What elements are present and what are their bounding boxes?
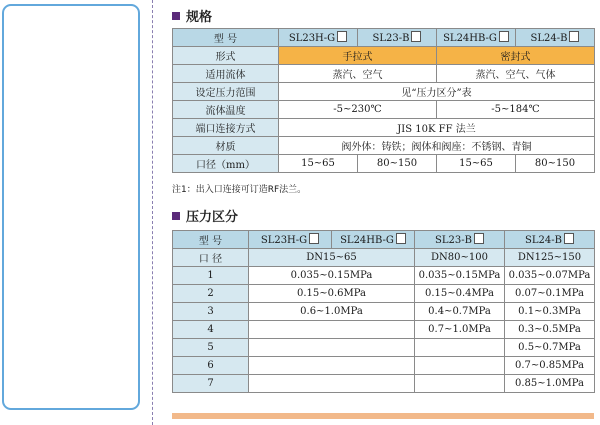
table-cell: [249, 357, 415, 375]
divider-line: [152, 0, 153, 425]
table-cell: 蒸汽、空气: [279, 65, 437, 83]
row-label: 口径（mm）: [173, 155, 279, 173]
checkbox-icon: [411, 31, 421, 42]
sidebar-frame: [2, 4, 140, 410]
model-cell: [279, 29, 358, 47]
table-row: [173, 375, 595, 393]
row-label: 口 径: [173, 249, 249, 267]
table-cell: 蒸汽、空气、气体: [437, 65, 595, 83]
checkbox-icon: [396, 233, 406, 244]
bullet-square-icon: [172, 12, 180, 20]
row-label: 6: [173, 357, 249, 375]
model-name: SL24HB-G: [340, 235, 394, 246]
model-cell: [415, 231, 505, 249]
pressure-section-title: [172, 206, 238, 225]
table-cell: [415, 375, 505, 393]
table-row: [173, 155, 595, 173]
table-row: [173, 65, 595, 83]
table-cell: -5~184℃: [437, 101, 595, 119]
row-label: 流体温度: [173, 101, 279, 119]
table-row: [173, 357, 595, 375]
spec-section-title: [172, 6, 212, 25]
table-cell: 0.15~0.4MPa: [415, 285, 505, 303]
spec-note: 注1：出入口连接可订造RF法兰。: [172, 185, 307, 195]
table-row: [173, 83, 595, 101]
table-cell: 手拉式: [279, 47, 437, 65]
table-row: [173, 339, 595, 357]
table-row: [173, 249, 595, 267]
table-cell: 0.3~0.5MPa: [505, 321, 595, 339]
row-label: 设定压力范围: [173, 83, 279, 101]
model-cell: [249, 231, 332, 249]
table-cell: 0.035~0.15MPa: [415, 267, 505, 285]
row-label: 3: [173, 303, 249, 321]
table-row: [173, 137, 595, 155]
table-cell: JIS 10K FF 法兰: [279, 119, 595, 137]
pressure-table: [172, 230, 595, 393]
model-name: SL24HB-G: [443, 33, 497, 44]
model-cell: [516, 29, 595, 47]
model-cell: [437, 29, 516, 47]
table-cell: DN125~150: [505, 249, 595, 267]
header-label: 型 号: [173, 231, 249, 249]
model-name: SL24-B: [525, 235, 562, 246]
table-cell: [249, 321, 415, 339]
table-cell: 0.7~1.0MPa: [415, 321, 505, 339]
row-label: 1: [173, 267, 249, 285]
table-cell: [249, 339, 415, 357]
table-row: [173, 101, 595, 119]
table-row: [173, 29, 595, 47]
row-label: 材质: [173, 137, 279, 155]
table-row: [173, 303, 595, 321]
model-name: SL23-B: [372, 33, 410, 44]
table-cell: 80~150: [516, 155, 595, 173]
table-cell: 0.4~0.7MPa: [415, 303, 505, 321]
table-cell: 0.1~0.3MPa: [505, 303, 595, 321]
table-row: [173, 267, 595, 285]
row-label: 5: [173, 339, 249, 357]
model-cell: [505, 231, 595, 249]
model-name: SL23H-G: [260, 235, 308, 246]
table-row: [173, 321, 595, 339]
row-label: 端口连接方式: [173, 119, 279, 137]
checkbox-icon: [499, 31, 509, 42]
pressure-title-text: 压力区分: [186, 210, 239, 225]
table-row: [173, 119, 595, 137]
table-cell: 15~65: [279, 155, 358, 173]
spec-title-text: 规格: [186, 10, 213, 25]
table-cell: 0.6~1.0MPa: [249, 303, 415, 321]
checkbox-icon: [474, 233, 484, 244]
table-cell: [415, 357, 505, 375]
header-label: 型 号: [173, 29, 279, 47]
model-name: SL24-B: [530, 33, 568, 44]
table-cell: 15~65: [437, 155, 516, 173]
table-cell: 0.85~1.0MPa: [505, 375, 595, 393]
model-name: SL23-B: [435, 235, 472, 246]
table-cell: 0.035~0.07MPa: [505, 267, 595, 285]
table-row: [173, 231, 595, 249]
table-cell: [415, 339, 505, 357]
table-cell: 80~150: [358, 155, 437, 173]
row-label: 4: [173, 321, 249, 339]
table-cell: -5~230℃: [279, 101, 437, 119]
bullet-square-icon: [172, 212, 180, 220]
row-label: 2: [173, 285, 249, 303]
footer-bar: [172, 413, 594, 419]
model-name: SL23H-G: [288, 33, 336, 44]
table-cell: 密封式: [437, 47, 595, 65]
table-cell: 0.5~0.7MPa: [505, 339, 595, 357]
model-cell: [332, 231, 415, 249]
table-cell: 0.035~0.15MPa: [249, 267, 415, 285]
table-cell: 阀外体：铸铁；阀体和阀座：不锈钢、青铜: [279, 137, 595, 155]
table-cell: DN80~100: [415, 249, 505, 267]
checkbox-icon: [337, 31, 347, 42]
table-cell: DN15~65: [249, 249, 415, 267]
table-cell: [249, 375, 415, 393]
table-cell: 0.15~0.6MPa: [249, 285, 415, 303]
checkbox-icon: [569, 31, 579, 42]
row-label: 形式: [173, 47, 279, 65]
table-cell: 见“压力区分”表: [279, 83, 595, 101]
table-cell: 0.07~0.1MPa: [505, 285, 595, 303]
table-cell: 0.7~0.85MPa: [505, 357, 595, 375]
table-row: [173, 285, 595, 303]
checkbox-icon: [564, 233, 574, 244]
checkbox-icon: [309, 233, 319, 244]
row-label: 7: [173, 375, 249, 393]
row-label: 适用流体: [173, 65, 279, 83]
spec-table: [172, 28, 595, 173]
model-cell: [358, 29, 437, 47]
table-row: [173, 47, 595, 65]
